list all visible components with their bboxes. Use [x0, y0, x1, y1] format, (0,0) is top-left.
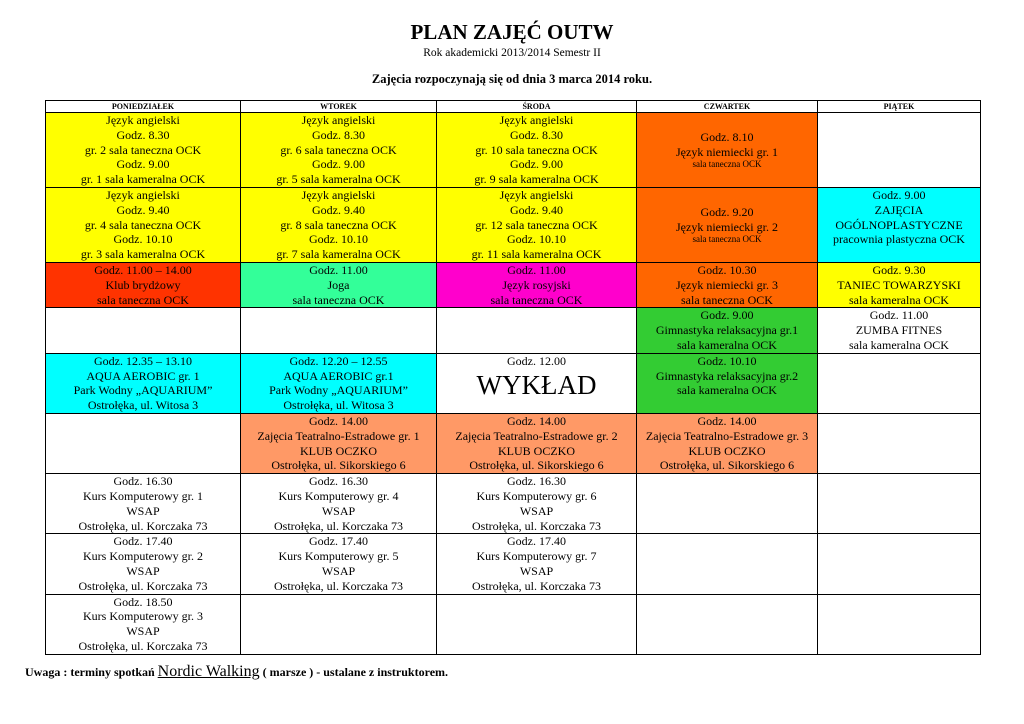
- schedule-cell-friday: [818, 188, 981, 263]
- cell-line: Język niemiecki gr. 2: [676, 219, 778, 234]
- cell-line: Ostrołęka, ul. Korczaka 73: [472, 578, 601, 593]
- cell-line: AQUA AEROBIC gr. 1: [86, 368, 200, 383]
- cell-line: Godz. 12.35 – 13.10: [94, 353, 192, 368]
- schedule-cell-thursday: [637, 188, 818, 263]
- cell-line: gr. 5 sala kameralna OCK: [276, 172, 401, 187]
- schedule-cell-monday: [46, 308, 241, 353]
- cell-line: Godz. 10.10: [507, 232, 566, 247]
- schedule-cell-thursday: [637, 263, 818, 308]
- cell-line: Godz. 9.30: [872, 263, 926, 277]
- schedule-cell-monday: [46, 413, 241, 473]
- schedule-cell-monday: [46, 474, 241, 534]
- schedule-cell-wednesday: [437, 113, 637, 188]
- cell-line: Godz. 18.50: [113, 594, 173, 609]
- cell-line: Godz. 9.00: [872, 188, 926, 202]
- cell-line: gr. 4 sala taneczna OCK: [84, 217, 202, 232]
- schedule-cell-monday: [46, 188, 241, 263]
- cell-line: Godz. 10.10: [113, 232, 173, 247]
- schedule-cell-tuesday: [241, 413, 437, 473]
- page-subtitle: Rok akademicki 2013/2014 Semestr II: [423, 47, 601, 59]
- cell-line: Godz. 8.30: [312, 127, 365, 142]
- schedule-cell-friday: [818, 534, 981, 594]
- cell-line: Godz. 10.10: [697, 353, 757, 368]
- cell-line: ZAJĘCIA: [874, 202, 924, 217]
- cell-line: Ostrołęka, ul. Sikorskiego 6: [659, 458, 795, 473]
- schedule-cell-tuesday: [241, 188, 437, 263]
- day-header-monday: PONIEDZIAŁEK: [46, 101, 241, 113]
- cell-line: Kurs Komputerowy gr. 3: [83, 609, 203, 624]
- cell-line: sala taneczna OCK: [97, 292, 189, 307]
- schedule-cell-wednesday: [437, 308, 637, 353]
- cell-line: gr. 9 sala kameralna OCK: [474, 172, 599, 187]
- schedule-cell-thursday: [637, 534, 818, 594]
- cell-line: Godz. 9.40: [116, 202, 170, 217]
- cell-line: Godz. 14.00: [697, 413, 757, 428]
- schedule-cell-wednesday: [437, 594, 637, 654]
- cell-line: Godz. 9.00: [312, 157, 365, 172]
- footer-prefix: Uwaga : terminy spotkań: [25, 665, 158, 679]
- schedule-cell-monday: [46, 263, 241, 308]
- schedule-cell-tuesday: [241, 113, 437, 188]
- schedule-cell-tuesday: [241, 474, 437, 534]
- cell-line: Godz. 17.40: [507, 534, 566, 549]
- cell-line: TANIEC TOWARZYSKI: [837, 277, 961, 292]
- cell-line: WSAP: [321, 503, 356, 518]
- schedule-cell-wednesday: [437, 534, 637, 594]
- cell-line: WSAP: [519, 503, 554, 518]
- cell-line: AQUA AEROBIC gr.1: [283, 368, 394, 383]
- cell-line: Godz. 11.00 – 14.00: [94, 263, 192, 277]
- schedule-cell-thursday: [637, 113, 818, 188]
- cell-line: Kurs Komputerowy gr. 4: [278, 488, 399, 503]
- cell-line: KLUB OCZKO: [498, 443, 575, 458]
- cell-line: Język niemiecki gr. 1: [676, 144, 778, 159]
- cell-line: Klub brydżowy: [105, 277, 181, 292]
- footer-suffix: ( marsze ) - ustalane z instruktorem.: [259, 665, 449, 679]
- day-header-row: [46, 101, 981, 113]
- page-title: PLAN ZAJĘĆ OUTW: [410, 20, 614, 44]
- cell-line: WSAP: [126, 624, 160, 639]
- cell-line: sala kameralna OCK: [849, 292, 949, 307]
- cell-line: Ostrołęka, ul. Korczaka 73: [78, 578, 208, 593]
- cell-line: Godz. 9.00: [700, 308, 754, 323]
- cell-line: gr. 7 sala kameralna OCK: [276, 247, 401, 262]
- schedule-cell-wednesday: [437, 353, 637, 413]
- cell-line: Język angielski: [499, 113, 574, 127]
- cell-line: Język niemiecki gr. 3: [676, 277, 778, 292]
- day-header-wednesday: ŚRODA: [437, 101, 637, 113]
- cell-line: WSAP: [126, 563, 160, 578]
- cell-line: Godz. 17.40: [309, 534, 368, 549]
- cell-line: sala taneczna OCK: [490, 292, 583, 307]
- cell-line: ZUMBA FITNES: [855, 323, 943, 338]
- schedule-cell-monday: [46, 113, 241, 188]
- cell-line: Godz. 11.00: [507, 263, 566, 277]
- schedule-cell-wednesday: [437, 474, 637, 534]
- cell-line: pracownia plastyczna OCK: [833, 232, 965, 247]
- schedule-cell-monday: [46, 594, 241, 654]
- schedule-cell-tuesday: [241, 353, 437, 413]
- cell-line: gr. 1 sala kameralna OCK: [80, 172, 206, 187]
- cell-line: Godz. 17.40: [113, 534, 173, 549]
- schedule-row: [46, 594, 981, 654]
- schedule-cell-friday: [818, 594, 981, 654]
- cell-line: gr. 6 sala taneczna OCK: [280, 142, 397, 157]
- schedule-cell-friday: [818, 413, 981, 473]
- cell-line: Ostrołęka, ul. Korczaka 73: [78, 638, 208, 653]
- schedule-cell-wednesday: [437, 188, 637, 263]
- cell-line: sala taneczna OCK: [692, 234, 762, 245]
- cell-line: Kurs Komputerowy gr. 7: [476, 549, 597, 564]
- cell-line: Język angielski: [106, 113, 180, 127]
- cell-line: Godz. 10.30: [697, 263, 757, 277]
- cell-line: Joga: [327, 277, 350, 292]
- cell-line: Godz. 14.00: [309, 413, 368, 428]
- schedule-cell-friday: [818, 353, 981, 413]
- schedule-row: [46, 474, 981, 534]
- cell-line: Godz. 9.40: [312, 202, 365, 217]
- cell-line: sala taneczna OCK: [681, 292, 773, 307]
- cell-line: Godz. 12.20 – 12.55: [289, 353, 388, 368]
- schedule-row: [46, 308, 981, 353]
- schedule-cell-thursday: [637, 308, 818, 353]
- cell-line: Ostrołęka, ul. Sikorskiego 6: [469, 458, 604, 473]
- cell-line: Język angielski: [106, 188, 180, 202]
- cell-line: Język rosyjski: [502, 277, 571, 292]
- schedule-cell-tuesday: [241, 263, 437, 308]
- cell-line: Godz. 8.30: [116, 127, 170, 142]
- cell-line: Język angielski: [301, 188, 376, 202]
- schedule-row: [46, 353, 981, 413]
- start-notice: Zajęcia rozpoczynają się od dnia 3 marca 2014 roku.: [371, 72, 653, 86]
- schedule-cell-friday: [818, 308, 981, 353]
- schedule-cell-friday: [818, 263, 981, 308]
- day-header-friday: PIĄTEK: [818, 101, 981, 113]
- cell-line: Gimnastyka relaksacyjna gr.2: [655, 368, 799, 383]
- cell-line: WSAP: [126, 503, 160, 518]
- cell-line: Ostrołęka, ul. Witosa 3: [87, 398, 199, 413]
- schedule-cell-tuesday: [241, 534, 437, 594]
- cell-line: Godz. 9.20: [700, 204, 754, 219]
- cell-line: Język angielski: [301, 113, 376, 127]
- schedule-cell-thursday: [637, 353, 818, 413]
- cell-line: Kurs Komputerowy gr. 6: [476, 488, 597, 503]
- cell-line: Język angielski: [499, 188, 574, 202]
- cell-line: sala taneczna OCK: [292, 292, 385, 307]
- cell-line: Ostrołęka, ul. Korczaka 73: [274, 518, 403, 533]
- cell-line: sala kameralna OCK: [677, 337, 777, 352]
- cell-line: Zajęcia Teatralno-Estradowe gr. 1: [257, 428, 420, 443]
- footer-note: [25, 663, 448, 681]
- schedule-table: [45, 100, 981, 655]
- cell-line: Kurs Komputerowy gr. 5: [278, 549, 399, 564]
- schedule-body: [46, 113, 981, 655]
- cell-line: Zajęcia Teatralno-Estradowe gr. 2: [455, 428, 618, 443]
- cell-line: Godz. 9.00: [510, 157, 563, 172]
- schedule-cell-monday: [46, 534, 241, 594]
- cell-line: sala kameralna OCK: [849, 337, 949, 352]
- cell-line: Godz. 10.10: [309, 232, 368, 247]
- cell-line: Godz. 16.30: [113, 474, 173, 489]
- cell-line: Kurs Komputerowy gr. 2: [83, 549, 203, 564]
- cell-line: Godz. 16.30: [309, 474, 368, 489]
- cell-line: sala kameralna OCK: [677, 383, 777, 398]
- cell-line: Godz. 12.00: [507, 353, 566, 368]
- schedule-cell-thursday: [637, 474, 818, 534]
- cell-line: WSAP: [519, 563, 554, 578]
- nordic-walking-text: Nordic Walking: [157, 663, 260, 680]
- cell-line: sala taneczna OCK: [692, 159, 762, 170]
- cell-line: OGÓLNOPLASTYCZNE: [835, 217, 963, 232]
- cell-line: Godz. 11.00: [869, 308, 929, 323]
- cell-line: Ostrołęka, ul. Korczaka 73: [78, 518, 208, 533]
- schedule-row: [46, 413, 981, 473]
- cell-line: Godz. 8.30: [510, 127, 563, 142]
- schedule-cell-wednesday: [437, 263, 637, 308]
- schedule-cell-tuesday: [241, 308, 437, 353]
- cell-line: WSAP: [321, 563, 356, 578]
- cell-line: WYKŁAD: [476, 369, 597, 400]
- schedule-row: [46, 113, 981, 188]
- cell-line: Ostrołęka, ul. Korczaka 73: [274, 578, 403, 593]
- cell-line: KLUB OCZKO: [688, 443, 766, 458]
- cell-line: gr. 11 sala kameralna OCK: [471, 247, 602, 262]
- cell-line: Godz. 14.00: [507, 413, 566, 428]
- schedule-cell-tuesday: [241, 594, 437, 654]
- cell-line: Godz. 11.00: [309, 263, 368, 277]
- cell-line: Ostrołęka, ul. Witosa 3: [283, 398, 394, 413]
- schedule-cell-thursday: [637, 594, 818, 654]
- schedule-row: [46, 188, 981, 263]
- schedule-cell-friday: [818, 474, 981, 534]
- day-header-thursday: CZWARTEK: [637, 101, 818, 113]
- cell-line: gr. 3 sala kameralna OCK: [80, 247, 206, 262]
- cell-line: Park Wodny „AQUARIUM”: [269, 383, 408, 398]
- day-header-tuesday: WTOREK: [241, 101, 437, 113]
- schedule-cell-monday: [46, 353, 241, 413]
- cell-line: Godz. 9.40: [510, 202, 563, 217]
- schedule-cell-wednesday: [437, 413, 637, 473]
- cell-line: gr. 8 sala taneczna OCK: [280, 217, 397, 232]
- cell-line: gr. 12 sala taneczna OCK: [475, 217, 598, 232]
- cell-line: KLUB OCZKO: [300, 443, 377, 458]
- cell-line: Zajęcia Teatralno-Estradowe gr. 3: [645, 428, 809, 443]
- schedule-cell-thursday: [637, 413, 818, 473]
- cell-line: gr. 2 sala taneczna OCK: [84, 142, 202, 157]
- cell-line: Park Wodny „AQUARIUM”: [73, 383, 213, 398]
- cell-line: Gimnastyka relaksacyjna gr.1: [655, 323, 799, 338]
- cell-line: gr. 10 sala taneczna OCK: [475, 142, 598, 157]
- cell-line: Ostrołęka, ul. Korczaka 73: [472, 518, 601, 533]
- cell-line: Godz. 8.10: [700, 129, 754, 144]
- schedule-cell-friday: [818, 113, 981, 188]
- cell-line: Kurs Komputerowy gr. 1: [83, 488, 203, 503]
- cell-line: Ostrołęka, ul. Sikorskiego 6: [271, 458, 406, 473]
- cell-line: Godz. 9.00: [116, 157, 170, 172]
- cell-line: Godz. 16.30: [507, 474, 566, 489]
- schedule-row: [46, 263, 981, 308]
- schedule-row: [46, 534, 981, 594]
